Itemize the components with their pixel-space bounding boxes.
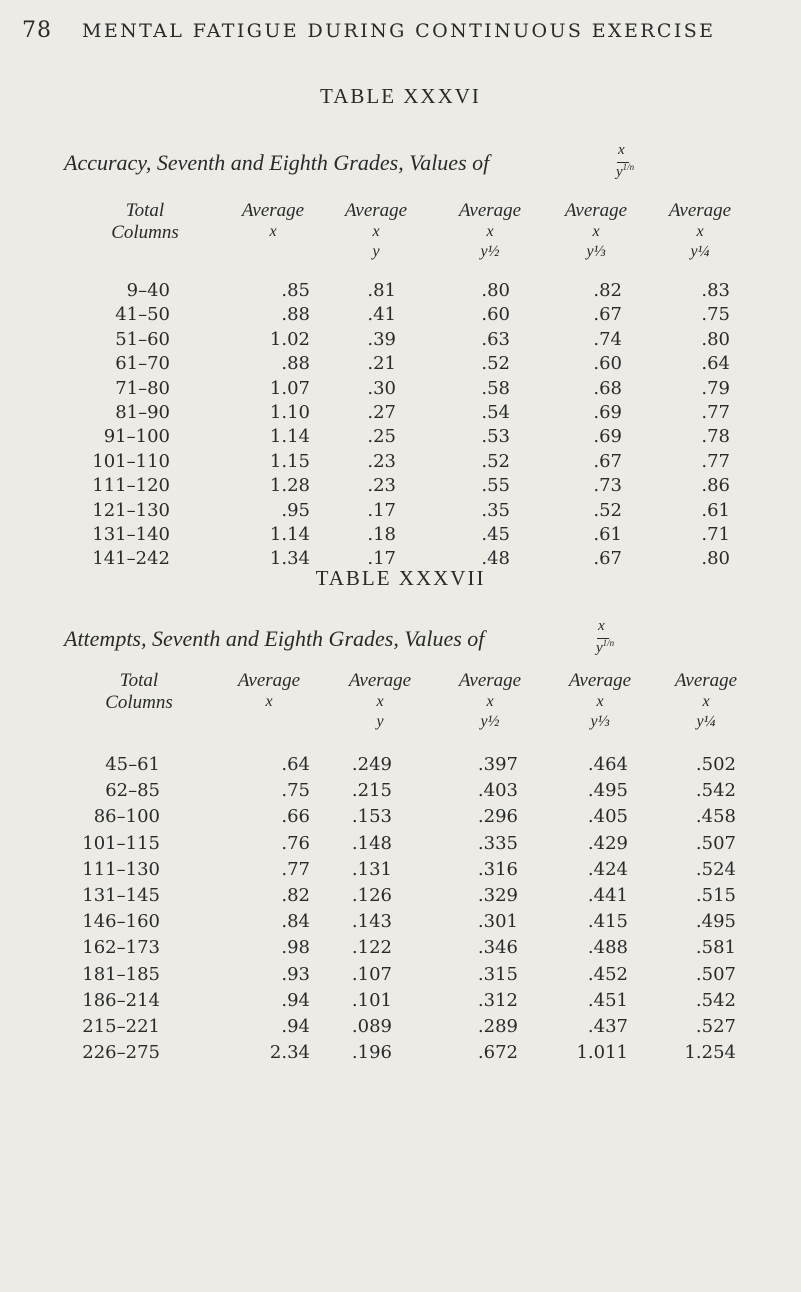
table-row <box>0 426 801 450</box>
cell-value: .82 <box>281 885 310 906</box>
cell-total-columns: 45–61 <box>105 754 160 775</box>
cell-value: .458 <box>695 806 736 828</box>
cell-total-columns: 81–90 <box>115 402 170 423</box>
cell-value: 1.10 <box>269 402 310 423</box>
cell-value: 1.02 <box>269 328 310 350</box>
cell-value: .88 <box>281 304 310 326</box>
cell-value: .437 <box>587 1016 628 1037</box>
cell-value: .153 <box>351 806 392 828</box>
caption-text: Attempts, Seventh and Eighth Grades, Values of <box>64 626 485 651</box>
cell-total-columns: 51–60 <box>115 328 170 350</box>
cell-value: .122 <box>351 937 392 959</box>
cell-value: .495 <box>695 911 736 933</box>
header-average-x-y-half: Average x y½ <box>458 200 522 260</box>
cell-value: .515 <box>695 885 736 906</box>
table-caption <box>64 150 489 176</box>
fraction-numerator: x <box>618 142 625 158</box>
cell-value: .17 <box>367 499 396 521</box>
table-row <box>0 780 801 804</box>
cell-value: .452 <box>587 963 628 985</box>
cell-value: .82 <box>593 280 622 301</box>
cell-value: .94 <box>281 989 310 1011</box>
cell-value: .67 <box>593 548 622 570</box>
cell-value: .312 <box>477 989 518 1011</box>
table-row <box>0 378 801 402</box>
cell-value: .196 <box>351 1042 392 1064</box>
caption-text: Accuracy, Seventh and Eighth Grades, Values of <box>64 150 490 175</box>
header-total-columns: Total Columns <box>105 670 173 713</box>
cell-value: .60 <box>481 304 510 326</box>
cell-value: .61 <box>593 524 622 545</box>
cell-value: .527 <box>695 1016 736 1037</box>
cell-value: .83 <box>701 280 730 301</box>
table-row <box>0 451 801 475</box>
cell-value: .69 <box>593 402 622 423</box>
cell-value: .101 <box>351 989 392 1011</box>
cell-value: .77 <box>701 402 730 423</box>
cell-value: .41 <box>367 304 396 326</box>
cell-value: .30 <box>367 377 396 399</box>
cell-value: .95 <box>281 499 310 521</box>
cell-value: 1.14 <box>269 524 310 545</box>
cell-value: .94 <box>281 1016 310 1037</box>
table-row <box>0 280 801 304</box>
cell-value: .98 <box>281 937 310 959</box>
cell-value: .542 <box>695 989 736 1011</box>
cell-value: .148 <box>351 832 392 854</box>
cell-value: .77 <box>281 858 310 880</box>
table-row <box>0 937 801 961</box>
cell-value: .52 <box>593 499 622 521</box>
cell-value: .131 <box>351 858 392 880</box>
cell-value: .74 <box>593 328 622 350</box>
cell-value: .143 <box>351 911 392 933</box>
cell-value: .502 <box>695 754 736 775</box>
cell-value: .464 <box>587 754 628 775</box>
table-row <box>0 885 801 909</box>
cell-value: .089 <box>351 1016 392 1037</box>
header-average-x-y: Average x y <box>344 200 408 260</box>
cell-value: .45 <box>481 524 510 545</box>
cell-value: .289 <box>477 1016 518 1037</box>
cell-value: .73 <box>593 475 622 497</box>
cell-total-columns: 62–85 <box>105 780 160 802</box>
cell-total-columns: 101–115 <box>82 832 160 854</box>
header-average-x-y: Average x y <box>348 670 412 730</box>
cell-value: .79 <box>701 377 730 399</box>
header-average-x-y-quarter: Average x y¼ <box>668 200 732 260</box>
cell-value: 1.011 <box>576 1042 628 1064</box>
header-average-x: Average x <box>241 200 305 240</box>
cell-value: .84 <box>281 911 310 933</box>
cell-value: .488 <box>587 937 628 959</box>
cell-value: .66 <box>281 806 310 828</box>
cell-value: .86 <box>701 475 730 497</box>
cell-value: .107 <box>351 963 392 985</box>
cell-total-columns: 215–221 <box>82 1016 160 1037</box>
cell-value: .581 <box>695 937 736 959</box>
cell-value: .429 <box>587 832 628 854</box>
table-row <box>0 304 801 328</box>
table-row <box>0 353 801 377</box>
table-row <box>0 859 801 883</box>
cell-total-columns: 91–100 <box>103 426 170 448</box>
header-average-x-y-third: Average x y⅓ <box>568 670 632 730</box>
cell-value: .53 <box>481 426 510 448</box>
running-head <box>0 18 801 54</box>
cell-value: .17 <box>367 548 396 570</box>
cell-value: .542 <box>695 780 736 802</box>
table-caption <box>64 626 484 652</box>
cell-value: .672 <box>477 1042 518 1064</box>
cell-total-columns: 131–145 <box>82 885 160 906</box>
cell-value: .80 <box>701 548 730 570</box>
cell-value: .215 <box>351 780 392 802</box>
cell-value: 1.14 <box>269 426 310 448</box>
cell-value: .507 <box>695 832 736 854</box>
cell-value: .495 <box>587 780 628 802</box>
cell-value: .64 <box>701 353 730 375</box>
cell-total-columns: 61–70 <box>115 353 170 375</box>
cell-total-columns: 141–242 <box>92 548 170 570</box>
cell-value: .335 <box>477 832 518 854</box>
table-row <box>0 833 801 857</box>
cell-value: .39 <box>367 328 396 350</box>
table-row <box>0 402 801 426</box>
cell-value: .60 <box>593 353 622 375</box>
cell-total-columns: 9–40 <box>126 280 170 301</box>
cell-value: .405 <box>587 806 628 828</box>
cell-value: .67 <box>593 304 622 326</box>
cell-value: .296 <box>477 806 518 828</box>
cell-value: 1.34 <box>269 548 310 570</box>
cell-value: 2.34 <box>269 1042 310 1064</box>
cell-value: .346 <box>477 937 518 959</box>
cell-value: .424 <box>587 858 628 880</box>
cell-value: .77 <box>701 450 730 472</box>
cell-total-columns: 186–214 <box>82 989 160 1011</box>
cell-value: .93 <box>281 963 310 985</box>
cell-total-columns: 41–50 <box>115 304 170 326</box>
cell-total-columns: 86–100 <box>93 806 160 828</box>
cell-value: .64 <box>281 754 310 775</box>
cell-total-columns: 111–130 <box>82 858 160 880</box>
cell-value: .68 <box>593 377 622 399</box>
cell-value: .78 <box>701 426 730 448</box>
cell-total-columns: 162–173 <box>82 937 160 959</box>
cell-total-columns: 101–110 <box>92 450 170 472</box>
cell-value: .18 <box>367 524 396 545</box>
table-row <box>0 500 801 524</box>
cell-value: .329 <box>477 885 518 906</box>
cell-total-columns: 181–185 <box>82 963 160 985</box>
cell-value: 1.28 <box>269 475 310 497</box>
running-title: MENTAL FATIGUE DURING CONTINUOUS EXERCISE <box>82 20 716 42</box>
cell-value: .415 <box>587 911 628 933</box>
cell-value: .75 <box>281 780 310 802</box>
cell-value: .35 <box>481 499 510 521</box>
cell-value: .61 <box>701 499 730 521</box>
cell-value: .52 <box>481 353 510 375</box>
cell-value: .397 <box>477 754 518 775</box>
cell-value: .21 <box>367 353 396 375</box>
cell-value: .54 <box>481 402 510 423</box>
table-row <box>0 1016 801 1040</box>
table-row <box>0 1042 801 1066</box>
cell-value: 1.254 <box>684 1042 736 1064</box>
cell-value: .52 <box>481 450 510 472</box>
cell-total-columns: 121–130 <box>92 499 170 521</box>
cell-value: .80 <box>481 280 510 301</box>
cell-value: 1.15 <box>269 450 310 472</box>
cell-value: .507 <box>695 963 736 985</box>
table-title: TABLE XXXVI <box>320 84 481 108</box>
cell-value: .441 <box>587 885 628 906</box>
cell-value: .58 <box>481 377 510 399</box>
cell-value: .71 <box>701 524 730 545</box>
table-row <box>0 754 801 778</box>
header-total-columns: Total Columns <box>111 200 179 243</box>
cell-value: .80 <box>701 328 730 350</box>
table-row <box>0 911 801 935</box>
cell-total-columns: 111–120 <box>92 475 170 497</box>
cell-value: .524 <box>695 858 736 880</box>
cell-value: 1.07 <box>269 377 310 399</box>
cell-value: .23 <box>367 475 396 497</box>
cell-value: .76 <box>281 832 310 854</box>
cell-value: .85 <box>281 280 310 301</box>
fraction-denominator: $y^{1/n}$ <box>596 638 615 656</box>
cell-total-columns: 131–140 <box>92 524 170 545</box>
fraction-numerator: x <box>598 618 605 634</box>
cell-value: .23 <box>367 450 396 472</box>
header-average-x-y-half: Average x y½ <box>458 670 522 730</box>
header-average-x: Average x <box>237 670 301 710</box>
cell-value: .88 <box>281 353 310 375</box>
cell-value: .249 <box>351 754 392 775</box>
table-row <box>0 806 801 830</box>
header-average-x-y-third: Average x y⅓ <box>564 200 628 260</box>
cell-value: .451 <box>587 989 628 1011</box>
header-average-x-y-quarter: Average x y¼ <box>674 670 738 730</box>
cell-value: .75 <box>701 304 730 326</box>
table-row <box>0 475 801 499</box>
table-row <box>0 524 801 548</box>
cell-value: .301 <box>477 911 518 933</box>
table-row <box>0 990 801 1014</box>
cell-total-columns: 71–80 <box>115 377 170 399</box>
cell-value: .27 <box>367 402 396 423</box>
cell-value: .69 <box>593 426 622 448</box>
cell-value: .25 <box>367 426 396 448</box>
page-number: 78 <box>22 18 52 43</box>
cell-value: .63 <box>481 328 510 350</box>
table-row <box>0 964 801 988</box>
cell-value: .316 <box>477 858 518 880</box>
cell-value: .315 <box>477 963 518 985</box>
cell-value: .48 <box>481 548 510 570</box>
cell-value: .126 <box>351 885 392 906</box>
cell-value: .55 <box>481 475 510 497</box>
cell-value: .403 <box>477 780 518 802</box>
table-title: TABLE XXXVII <box>315 566 486 590</box>
fraction-denominator: $y^{1/n}$ <box>616 162 635 180</box>
cell-total-columns: 226–275 <box>82 1042 160 1064</box>
cell-value: .81 <box>367 280 396 301</box>
cell-total-columns: 146–160 <box>82 911 160 933</box>
table-row <box>0 329 801 353</box>
cell-value: .67 <box>593 450 622 472</box>
